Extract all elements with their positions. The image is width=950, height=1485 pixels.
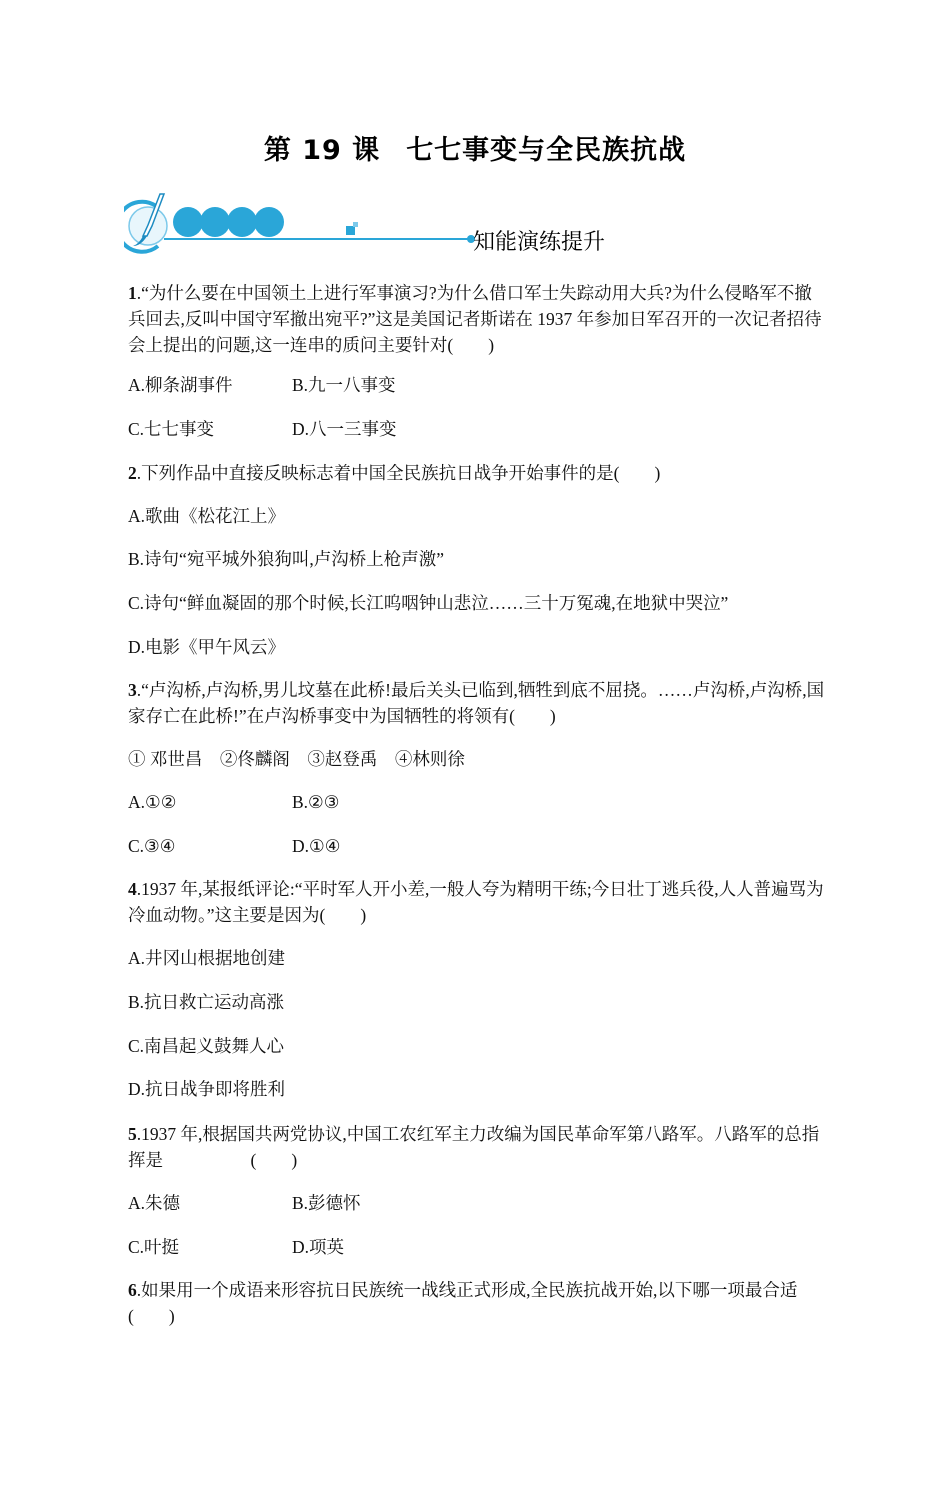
question-number: 6 (128, 1280, 137, 1300)
option-d: D.抗日战争即将胜利 (128, 1079, 286, 1099)
option-a: A.歌曲《松花江上》 (128, 506, 286, 526)
option-a: A.朱德 (128, 1193, 181, 1213)
question-number: 3 (128, 680, 137, 700)
option-b: B.②③ (292, 792, 340, 812)
option-d: D.电影《甲午风云》 (128, 637, 286, 657)
option-c: C.七七事变 (128, 419, 215, 439)
question-4 (128, 876, 828, 928)
cube-icon (346, 222, 358, 235)
banner-dots (173, 207, 284, 237)
question-number: 2 (128, 463, 137, 483)
question-6 (128, 1277, 828, 1329)
question-text: .下列作品中直接反映标志着中国全民族抗日战争开始事件的是( ) (136, 463, 661, 483)
option-c: C.诗句“鲜血凝固的那个时候,长江呜咽钟山悲泣……三十万冤魂,在地狱中哭泣” (128, 593, 729, 613)
option-d: D.八一三事变 (292, 419, 397, 439)
question-text: .1937 年,某报纸评论:“平时军人开小差,一般人夸为精明干练;今日壮丁逃兵役,人人普遍骂为冷血动物。”这主要是因为( ) (128, 879, 824, 925)
option-c: C.叶挺 (128, 1237, 180, 1257)
option-b: B.九一八事变 (292, 375, 396, 395)
lesson-number: 第 19 课 (263, 135, 381, 166)
option-b: B.诗句“宛平城外狼狗叫,卢沟桥上枪声激” (128, 549, 444, 569)
option-b: B.彭德怀 (292, 1193, 361, 1213)
question-2 (128, 460, 828, 486)
lesson-name: 七七事变与全民族抗战 (406, 135, 687, 166)
question-5 (128, 1121, 828, 1173)
question-text: .1937 年,根据国共两党协议,中国工农红军主力改编为国民革命军第八路军。八路军的总指挥是 ( ) (128, 1124, 820, 1170)
option-b: B.抗日救亡运动高涨 (128, 992, 285, 1012)
option-d: D.①④ (292, 836, 341, 856)
page-title (0, 128, 950, 167)
option-c: C.南昌起义鼓舞人心 (128, 1036, 285, 1056)
option-a: A.①② (128, 792, 177, 812)
question-text: .如果用一个成语来形容抗日民族统一战线正式形成,全民族抗战开始,以下哪一项最合适( ) (128, 1280, 798, 1326)
question-number: 5 (128, 1124, 137, 1144)
section-label: 知能演练提升 (473, 230, 606, 255)
statement-items: ① 邓世昌 ②佟麟阁 ③赵登禹 ④林则徐 (128, 749, 465, 769)
option-a: A.井冈山根据地创建 (128, 948, 286, 968)
question-number: 1 (128, 283, 137, 303)
question-number: 4 (128, 879, 137, 899)
question-1 (128, 280, 828, 358)
option-c: C.③④ (128, 836, 176, 856)
question-3 (128, 677, 828, 729)
option-a: A.柳条湖事件 (128, 375, 233, 395)
brush-icon (124, 194, 167, 252)
option-d: D.项英 (292, 1237, 345, 1257)
question-text: .“卢沟桥,卢沟桥,男儿坟墓在此桥!最后关头已临到,牺牲到底不屈挠。……卢沟桥,卢沟桥,国家存亡在此桥!”在卢沟桥事变中为国牺牲的将领有( ) (128, 680, 825, 726)
question-text: .“为什么要在中国领土上进行军事演习?为什么借口军士失踪动用大兵?为什么侵略军不撤兵回去,反叫中国守军撤出宛平?”这是美国记者斯诺在 1937 年参加日军召开的一次记者招待会上提出的问题,这一连串的质问主要针对( ) (128, 283, 822, 355)
